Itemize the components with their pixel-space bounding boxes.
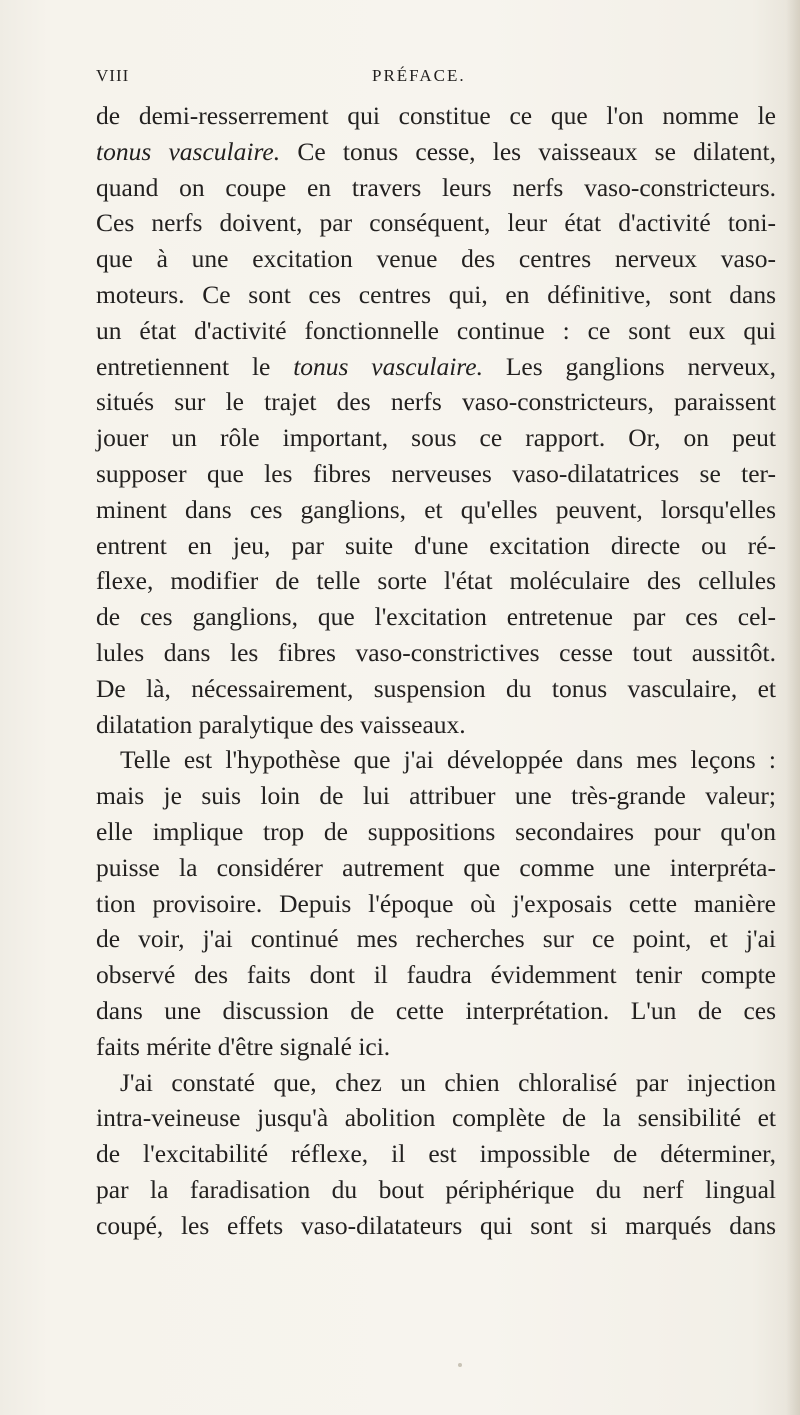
page-edge-shadow: [786, 0, 800, 1415]
paper-speck: [458, 1363, 462, 1367]
text-line: coupé, les effets vaso-dilatateurs qui sont si marqués dans: [96, 1210, 776, 1240]
text-line: situés sur le trajet des nerfs vaso-constricteurs, paraissent: [96, 387, 776, 417]
text-line: intra-veineuse jusqu'à abolition complète de la sensibilité et: [96, 1103, 776, 1133]
text-line: tonus vasculaire. Ce tonus cesse, les vaisseaux se dilatent,: [96, 136, 776, 166]
text-line: quand on coupe en travers leurs nerfs vaso-constricteurs.: [96, 172, 776, 202]
text-line: entretiennent le tonus vasculaire. Les ganglions nerveux,: [96, 351, 776, 381]
text-line: J'ai constaté que, chez un chien chloralisé par injection: [120, 1067, 776, 1097]
text-line: puisse la considérer autrement que comme une interpréta-: [96, 852, 776, 882]
body-text: [96, 98, 776, 1244]
text-line: minent dans ces ganglions, et qu'elles peuvent, lorsqu'elles: [96, 494, 776, 524]
text-line: mais je suis loin de lui attribuer une très-grande valeur;: [96, 781, 776, 811]
text-line: un état d'activité fonctionnelle continue : ce sont eux qui: [96, 315, 776, 345]
text-line: moteurs. Ce sont ces centres qui, en définitive, sont dans: [96, 279, 776, 309]
text-line: flexe, modifier de telle sorte l'état moléculaire des cellules: [96, 566, 776, 596]
text-line: Ces nerfs doivent, par conséquent, leur état d'activité toni-: [96, 208, 776, 238]
text-line: entrent en jeu, par suite d'une excitation directe ou ré-: [96, 530, 776, 560]
text-line: tion provisoire. Depuis l'époque où j'exposais cette manière: [96, 888, 776, 918]
running-head: [96, 66, 756, 90]
text-line: dilatation paralytique des vaisseaux.: [96, 709, 466, 739]
text-line: de voir, j'ai continué mes recherches sur ce point, et j'ai: [96, 924, 776, 954]
text-line: de demi-resserrement qui constitue ce que l'on nomme le: [96, 101, 776, 130]
page-number: VIII: [96, 66, 130, 85]
text-line: faits mérite d'être signalé ici.: [96, 1031, 391, 1061]
text-line: observé des faits dont il faudra évidemment tenir compte: [96, 960, 776, 990]
text-line: de ces ganglions, que l'excitation entretenue par ces cel-: [96, 602, 776, 632]
text-line: supposer que les fibres nerveuses vaso-dilatatrices se ter-: [96, 458, 776, 488]
text-line: par la faradisation du bout périphérique du nerf lingual: [96, 1174, 776, 1204]
text-line: elle implique trop de suppositions secondaires pour qu'on: [96, 816, 776, 846]
text-line: Telle est l'hypothèse que j'ai développée dans mes leçons :: [120, 745, 776, 775]
text-line: lules dans les fibres vaso-constrictives cesse tout aussitôt.: [96, 637, 776, 667]
text-line: dans une discussion de cette interprétation. L'un de ces: [96, 995, 776, 1025]
text-line: jouer un rôle important, sous ce rapport. Or, on peut: [96, 423, 776, 453]
running-title: PRÉFACE.: [372, 66, 466, 85]
text-line: de l'excitabilité réflexe, il est impossible de déterminer,: [96, 1139, 776, 1169]
text-line: De là, nécessairement, suspension du tonus vasculaire, et: [96, 673, 776, 703]
text-line: que à une excitation venue des centres nerveux vaso-: [96, 244, 776, 274]
